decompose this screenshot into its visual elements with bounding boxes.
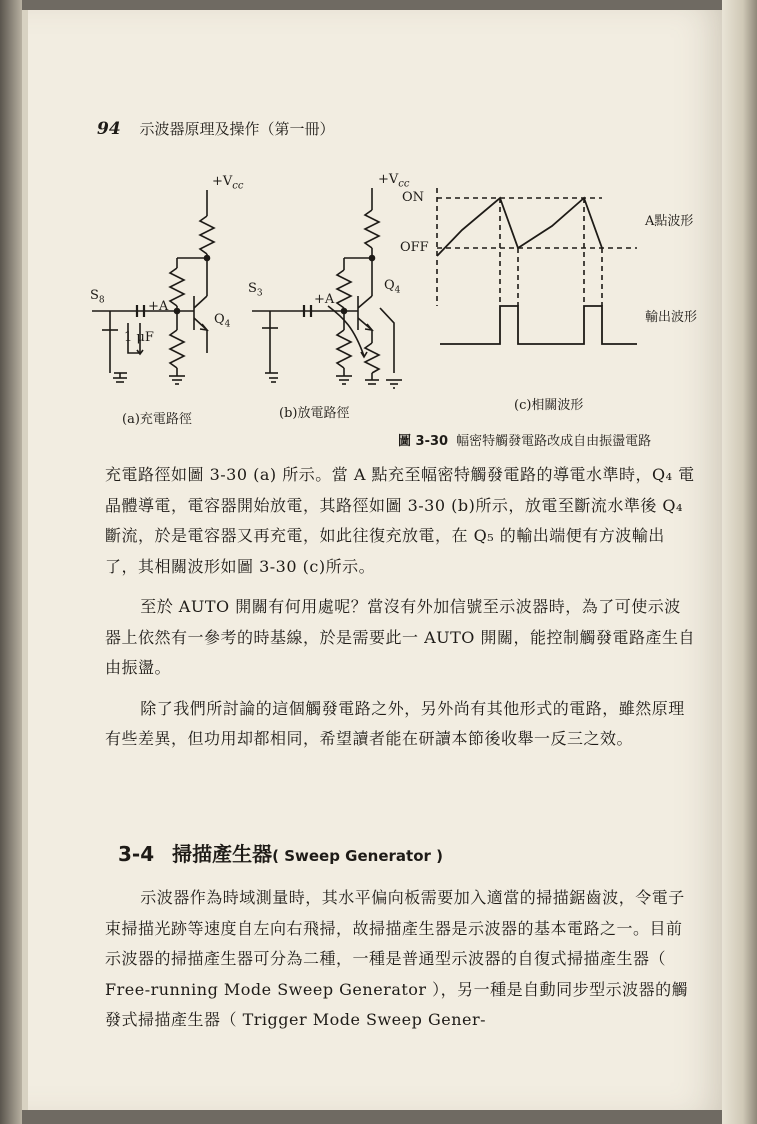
transistor-label-a: $Q_4$ (214, 312, 231, 330)
transistor-label-b: $Q_4$ (384, 278, 401, 296)
subfigure-c-label: (c)相關波形 (514, 398, 584, 413)
switch-label-b: $S_3$ (248, 281, 263, 299)
figure-caption (398, 430, 651, 449)
paragraph-3: 除了我們所討論的這個觸發電路之外，另外尚有其他形式的電路，雖然原理有些差異，但功用却都相同，希望讀者能在研讀本節後收舉一反三之效。 (105, 698, 685, 748)
on-level-label: ON (402, 190, 425, 205)
vcc-label-b: $+V_{cc}$ (378, 172, 410, 190)
figure-3-30 (82, 168, 722, 458)
body-paragraphs (105, 460, 697, 755)
paragraph-1: 充電路徑如圖 3-30 (a) 所示。當 A 點充至幅密特觸發電路的導電水準時，Q₄ 電晶體導電，電容器開始放電，其路徑如圖 3-30 (b)所示，放電至斷流水準後 Q₄ 斷流，於是電容器又再充電，如此往復充放電，在 Q₅ 的輸出端便有方波輸出了，其相關波形如圖 3-30 (c)所示。 (105, 465, 695, 576)
paragraph-2: 至於 AUTO 開關有何用處呢？當沒有外加信號至示波器時，為了可使示波器上依然有一參考的時基線，於是需要此一 AUTO 開關，能控制觸發電路產生自由振盪。 (105, 597, 696, 677)
circuit-a (92, 190, 214, 384)
section-number: 3-4 (118, 842, 155, 866)
vcc-label-a: $+V_{cc}$ (212, 174, 244, 192)
subfigure-b-label: (b)放電路徑 (279, 406, 350, 421)
output-wave-label: 輸出波形 (645, 310, 698, 325)
section-body (105, 883, 697, 1036)
page-edge (722, 0, 757, 1124)
figure-number: 圖 3-30 (398, 434, 449, 449)
switch-label-a: $S_8$ (90, 288, 105, 306)
page-number: 94 (97, 119, 121, 139)
subfigure-a-label: (a)充電路徑 (122, 412, 192, 427)
book-title: 示波器原理及操作（第一冊） (139, 120, 335, 138)
capacitor-value: 1 μF (124, 330, 154, 345)
off-level-label: OFF (400, 240, 429, 255)
figure-caption-text: 幅密特觸發電路改成自由振盪電路 (456, 434, 652, 449)
running-header (97, 118, 334, 139)
circuit-b (252, 188, 402, 388)
section-paragraph: 示波器作為時域測量時，其水平偏向板需要加入適當的掃描鋸齒波，令電子束掃描光跡等速度自左向右飛掃，故掃描產生器是示波器的基本電路之一。目前示波器的掃描產生器可分為二種，一種是普通型示波器的自復式掃描產生器（ Free-running Mode Sweep Generator ），另一種是自動同步型示波器的觸發式掃描產生器（ Trigger Mode Sweep Gener- (105, 888, 689, 1029)
section-title: 掃描產生器 (172, 842, 273, 866)
section-heading (118, 838, 443, 867)
section-title-en: ( Sweep Generator ) (272, 847, 443, 865)
node-a-label-b: +A (314, 292, 335, 307)
node-a-label-a: +A (148, 299, 169, 314)
a-wave-label: A點波形 (645, 214, 694, 229)
waveform-c (437, 188, 637, 344)
book-gutter (0, 0, 22, 1124)
